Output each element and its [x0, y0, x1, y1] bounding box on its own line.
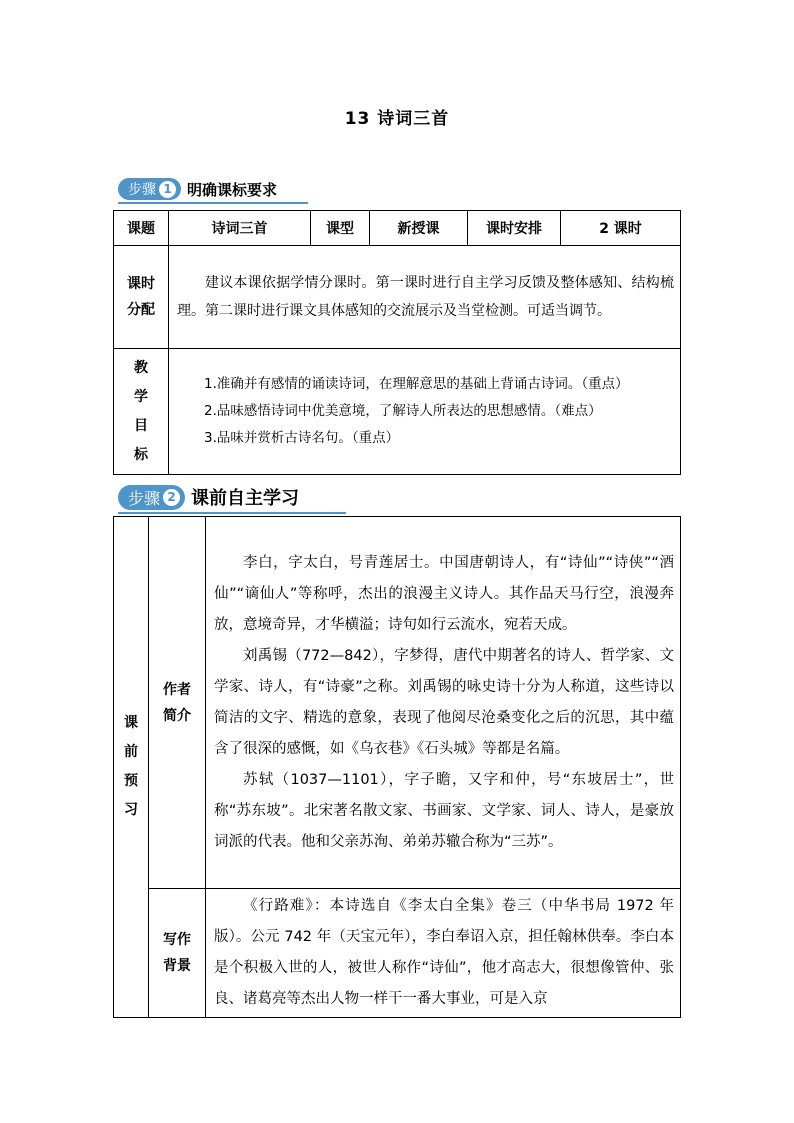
table-row [114, 211, 681, 246]
list-item: 1.准确并有感情的诵读诗词，在理解意思的基础上背诵古诗词。（重点） [204, 376, 629, 392]
step-2-heading: 课前自主学习 [191, 488, 300, 509]
allocation-text: 建议本课依据学情分课时。第一课时进行自主学习反馈及整体感知、结构梳理。第二课时进行课文具体感知的交流展示及当堂检测。可适当调节。 [169, 246, 681, 349]
header-topic-value: 诗词三首 [169, 211, 311, 246]
step-1-label: 步骤 [128, 182, 156, 198]
author-liu-yuxi: 刘禹锡（772—842），字梦得，唐代中期著名的诗人、哲学家、文学家、诗人，有“诗豪”之称。刘禹锡的咏史诗十分为人称道，这些诗以简洁的文字、精选的意象，表现了他阅尽沧桑变化之后的沉思，其中蕴含了很深的感慨，如《乌衣巷》《石头城》等都是名篇。 [214, 647, 674, 757]
header-schedule-label: 课时安排 [468, 211, 561, 246]
step-1-header [118, 178, 308, 204]
author-intro-label: 作者 简介 [149, 517, 206, 889]
allocation-label: 课时 分配 [114, 246, 169, 349]
author-su-shi: 苏轼（1037—1101），字子瞻，又字和仲，号“东坡居士”，世称“苏东坡”。北宋著名散文家、书画家、文学家、词人、诗人，是豪放词派的代表。他和父亲苏洵、弟弟苏辙合称为“三苏”。 [214, 771, 674, 850]
table-row [114, 889, 681, 1018]
table-row [114, 246, 681, 349]
goals-list [169, 349, 681, 475]
step-2-badge [118, 485, 185, 510]
background-label: 写作 背景 [149, 889, 206, 1018]
course-requirements-table [113, 210, 681, 475]
step-2-header [118, 484, 346, 514]
step-1-heading: 明确课标要求 [187, 180, 278, 199]
table-row [114, 349, 681, 475]
step-2-label: 步骤 [128, 488, 161, 508]
header-schedule-value: 2 课时 [561, 211, 681, 246]
background-text: 《行路难》：本诗选自《李太白全集》卷三（中华书局 1972 年版）。公元 742 年（天宝元年），李白奉诏入京，担任翰林供奉。李白本是个积极入世的人，被世人称作“诗仙”，他才高志大，很想像管仲、张良、诸葛亮等杰出人物一样干一番大事业，可是入京 [206, 889, 681, 1018]
author-intro-text [206, 517, 681, 889]
pre-class-study-table [113, 516, 681, 1018]
list-item: 2.品味感悟诗词中优美意境，了解诗人所表达的思想感情。（难点） [204, 403, 602, 419]
header-topic-label: 课题 [114, 211, 169, 246]
step-1-badge [118, 178, 181, 200]
header-type-value: 新授课 [370, 211, 468, 246]
table-row [114, 517, 681, 889]
goals-label: 教 学 目 标 [114, 349, 169, 475]
step-2-number: 2 [163, 489, 180, 506]
page-title: 13 诗词三首 [344, 109, 450, 129]
header-type-label: 课型 [311, 211, 370, 246]
preview-label: 课 前 预 习 [114, 517, 149, 1018]
author-li-bai: 李白，字太白，号青莲居士。中国唐朝诗人，有“诗仙”“诗侠”“酒仙”“谪仙人”等称呼，杰出的浪漫主义诗人。其作品天马行空，浪漫奔放，意境奇异，才华横溢；诗句如行云流水，宛若天成。 [214, 554, 674, 633]
step-1-number: 1 [159, 181, 176, 198]
list-item: 3.品味并赏析古诗名句。（重点） [204, 430, 400, 446]
